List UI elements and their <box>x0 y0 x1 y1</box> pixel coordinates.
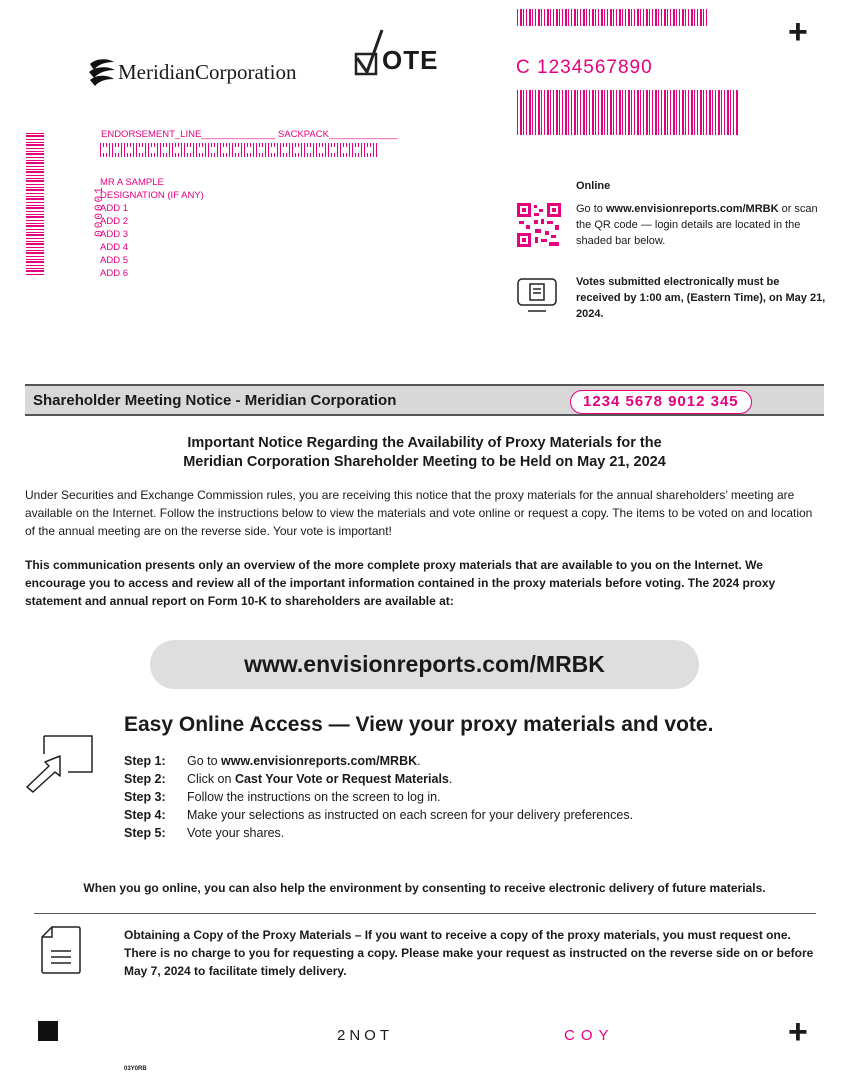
vote-text: OTE <box>382 45 439 75</box>
address-line: ADD 3 <box>100 229 128 240</box>
monitor-icon <box>516 277 558 315</box>
steps-list <box>124 752 633 842</box>
top-barcode <box>517 9 707 26</box>
click-cursor-icon <box>24 732 96 794</box>
address-line: ADD 4 <box>100 242 128 253</box>
address-line: ADD 5 <box>100 255 128 266</box>
step-row <box>124 806 633 824</box>
step-text-end: . <box>448 772 453 786</box>
step-label: Step 3: <box>124 790 166 804</box>
serial-number: 000001 <box>94 185 106 237</box>
footer-code-2: COY <box>564 1027 615 1044</box>
notice-heading-line2: Meridian Corporation Shareholder Meeting to be Held on May 21, 2024 <box>183 454 666 470</box>
postal-barcode-short <box>100 147 378 153</box>
qr-code-icon <box>517 203 561 247</box>
online-text-pre: Go to <box>576 203 606 215</box>
step-text-end: . <box>417 754 421 768</box>
proxy-materials-url[interactable]: www.envisionreports.com/MRBK <box>150 640 699 689</box>
divider <box>34 913 816 914</box>
step-text: Follow the instructions on the screen to log in. <box>187 790 441 804</box>
copy-instructions: Obtaining a Copy of the Proxy Materials – If you want to receive a copy of the proxy materials, you must request one. There is no charge to you for requesting a copy. Please make your request as instructed on the reverse side on or before May 7, 2024 to facilitate timely delivery. <box>124 928 814 978</box>
vote-logo <box>354 28 438 76</box>
meeting-notice-title: Shareholder Meeting Notice - Meridian Corporation <box>33 392 397 409</box>
step-label: Step 4: <box>124 808 166 822</box>
online-instructions <box>576 201 821 249</box>
step-text: Go to <box>187 754 222 768</box>
step-row <box>124 770 633 788</box>
large-barcode <box>517 90 739 135</box>
easy-access-title: Easy Online Access — View your proxy materials and vote. <box>124 713 714 736</box>
company-logo-icon <box>88 56 116 88</box>
registration-mark-top: + <box>788 13 808 51</box>
online-text-post: or scan the QR code — login details are located in the shaded bar below. <box>576 203 818 247</box>
address-line: MR A SAMPLE <box>100 177 164 188</box>
company-logo <box>88 56 296 88</box>
document-icon <box>40 925 82 975</box>
address-line: ADD 6 <box>100 268 128 279</box>
left-vertical-barcode <box>26 133 44 275</box>
footer-code-1: 2NOT <box>337 1027 394 1044</box>
company-name: MeridianCorporation <box>118 59 297 84</box>
environment-note: When you go online, you can also help the environment by consenting to receive electronic delivery of future materials. <box>83 881 766 895</box>
step-text: Vote your shares. <box>187 826 285 840</box>
step-label: Step 2: <box>124 772 166 786</box>
step-label: Step 5: <box>124 826 166 840</box>
control-code-top: C 1234567890 <box>516 57 653 78</box>
mailing-address <box>100 176 204 280</box>
step-text: Make your selections as instructed on each screen for your delivery preferences. <box>187 808 634 822</box>
address-line: ADD 2 <box>100 216 128 227</box>
step-link[interactable]: www.envisionreports.com/MRBK <box>221 754 418 768</box>
meeting-notice-bar <box>25 384 824 416</box>
step-emphasis: Cast Your Vote or Request Materials <box>234 772 449 786</box>
control-number: 1234 5678 9012 345 <box>570 390 752 414</box>
step-row <box>124 824 633 842</box>
footer-small-code: 03Y0RB <box>124 1066 147 1072</box>
step-text: Click on <box>187 772 235 786</box>
endorsement-line: ENDORSEMENT_LINE______________ SACKPACK_____________ <box>101 129 398 140</box>
black-square-mark <box>38 1021 58 1041</box>
registration-mark-bottom: + <box>788 1013 808 1051</box>
notice-heading-line1: Important Notice Regarding the Availability of Proxy Materials for the <box>187 435 662 451</box>
notice-paragraph-2: This communication presents only an overview of the more complete proxy materials that are available to you on the Internet. We encourage you to access and review all of the important information contained in the proxy materials before voting. The 2024 proxy statement and annual report on Form 10-K to shareholders are available at: <box>25 558 776 608</box>
step-label: Step 1: <box>124 754 166 768</box>
notice-heading <box>25 434 824 472</box>
checkbox-icon <box>354 28 384 76</box>
address-line: DESIGNATION (IF ANY) <box>100 190 204 201</box>
step-row <box>124 788 633 806</box>
address-line: ADD 1 <box>100 203 128 214</box>
online-heading: Online <box>576 180 611 192</box>
step-row <box>124 752 633 770</box>
online-deadline: Votes submitted electronically must be received by 1:00 am, (Eastern Time), on May 21, 2024. <box>576 276 826 320</box>
online-url-link[interactable]: www.envisionreports.com/MRBK <box>605 203 779 215</box>
notice-paragraph-1: Under Securities and Exchange Commission rules, you are receiving this notice that the proxy materials for the annual shareholders’ meeting are available on the Internet. Follow the instructions below to view the materials and vote online or request a copy. The items to be voted on and location of the annual meeting are on the reverse side. Your vote is important! <box>25 488 813 538</box>
